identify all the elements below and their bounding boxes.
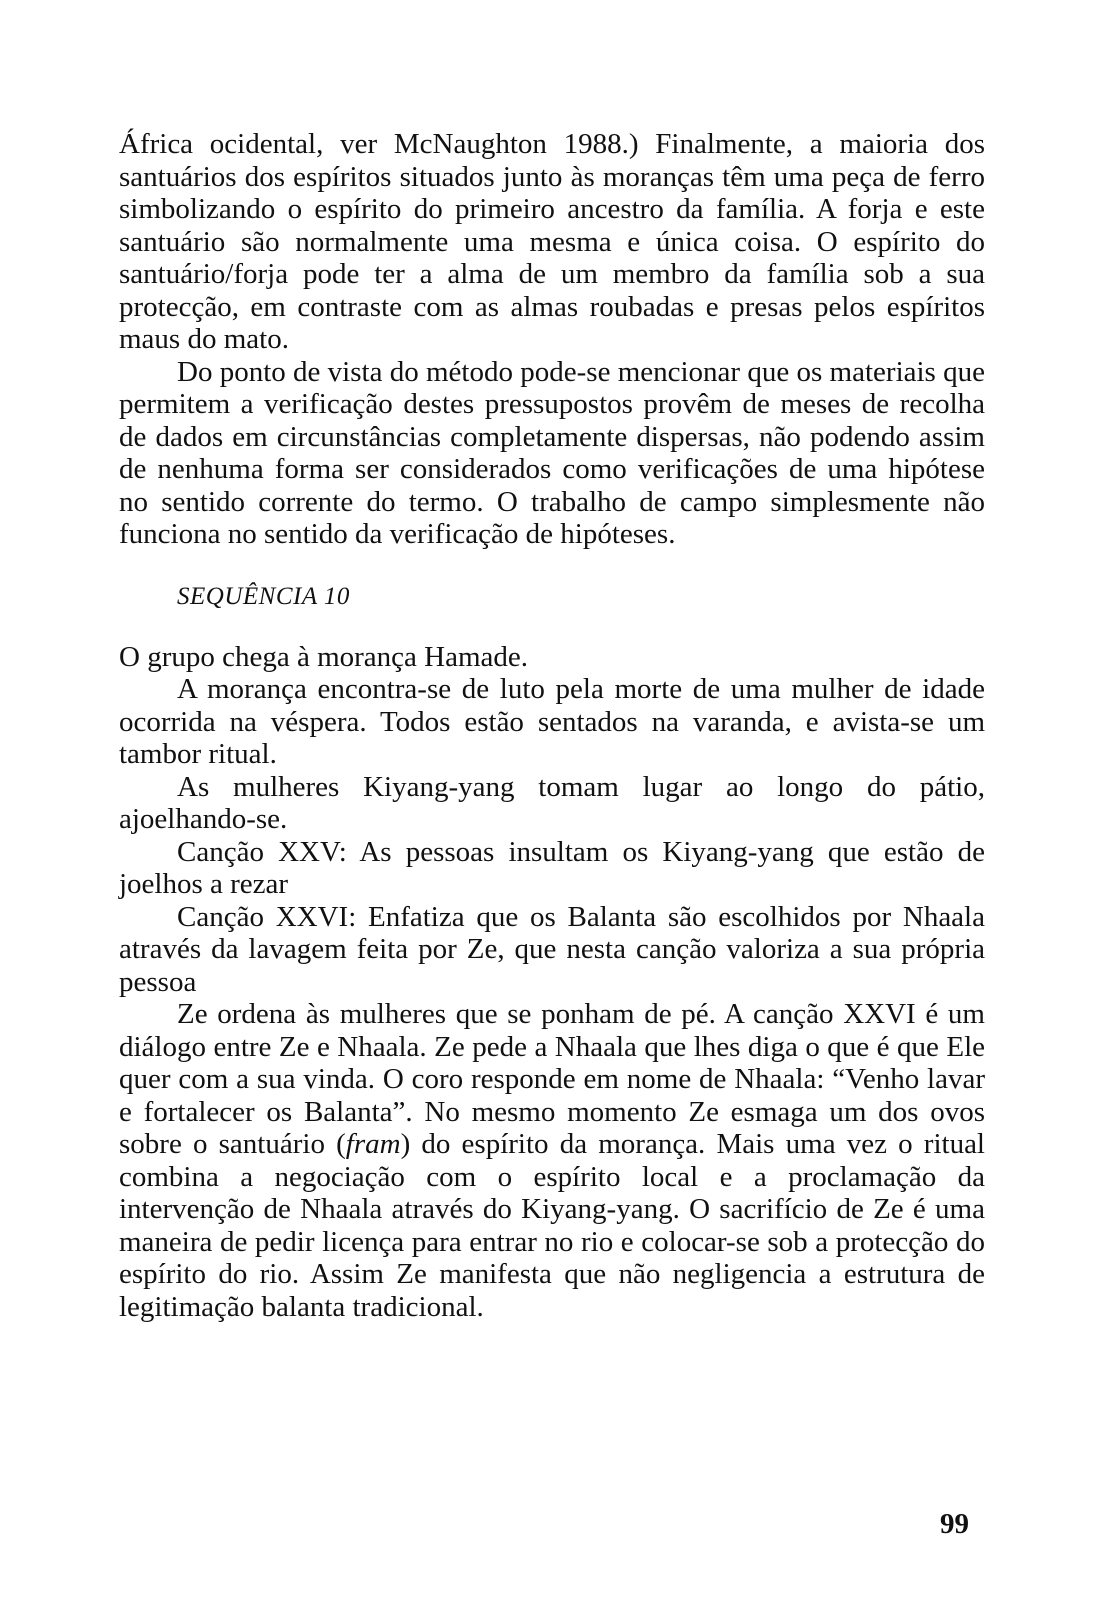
paragraph-song-25: Canção XXV: As pessoas insultam os Kiyang-yang que estão de joelhos a rezar xyxy=(119,835,985,900)
paragraph-method: Do ponto de vista do método pode-se mencionar que os materiais que permitem a verificação destes pressupostos provêm de meses de recolha de dados em circunstâncias completamente dispersas, não podendo assim de nenhuma forma ser considerados como verificações de uma hipótese no sentido corrente do termo. O trabalho de campo simplesmente não funciona no sentido da verificação de hipóteses. xyxy=(119,355,985,550)
paragraph-song-26: Canção XXVI: Enfatiza que os Balanta são escolhidos por Nhaala através da lavagem feita por Ze, que nesta canção valoriza a sua própria pessoa xyxy=(119,900,985,998)
paragraph-ritual xyxy=(119,998,985,1323)
italic-term: fram xyxy=(345,1128,401,1160)
page-number: 99 xyxy=(940,1508,969,1540)
paragraph-mourning: A morança encontra-se de luto pela morte de uma mulher de idade ocorrida na véspera. Todos estão sentados na varanda, e avista-se um tambor ritual. xyxy=(119,673,985,770)
section-heading: SEQUÊNCIA 10 xyxy=(177,582,350,610)
page-body xyxy=(119,128,985,1323)
paragraph-women-kneel: As mulheres Kiyang-yang tomam lugar ao longo do pátio, ajoelhando-se. xyxy=(119,770,985,835)
ritual-text-before: Ze ordena às mulheres que se ponham de pé. A canção XXVI é um diálogo entre Ze e Nhaala. Ze pede a Nhaala que lhes diga o que é que Ele quer com a sua vinda. O coro responde em nome de Nhaala: “Venho lavar e fortalecer os Balanta”. No mesmo momento Ze esmaga um dos ovos sobre o santuário ( xyxy=(119,998,985,1160)
ritual-text-after: ) do espírito da morança. Mais uma vez o ritual combina a negociação com o espírito local e a proclamação da intervenção de Nhaala através do Kiyang-yang. O sacrifício de Ze é uma maneira de pedir licença para entrar no rio e colocar-se sob a protecção do espírito do rio. Assim Ze manifesta que não negligencia a estrutura de legitimação balanta tradicional. xyxy=(119,1128,985,1323)
paragraph-continuation: África ocidental, ver McNaughton 1988.) Finalmente, a maioria dos santuários dos espíritos situados junto às moranças têm uma peça de ferro simbolizando o espírito do primeiro ancestro da família. A forja e este santuário são normalmente uma mesma e única coisa. O espírito do santuário/forja pode ter a alma de um membro da família sob a sua protecção, em contraste com as almas roubadas e presas pelos espíritos maus do mato. xyxy=(119,128,985,355)
paragraph-arrival: O grupo chega à morança Hamade. xyxy=(119,640,529,673)
